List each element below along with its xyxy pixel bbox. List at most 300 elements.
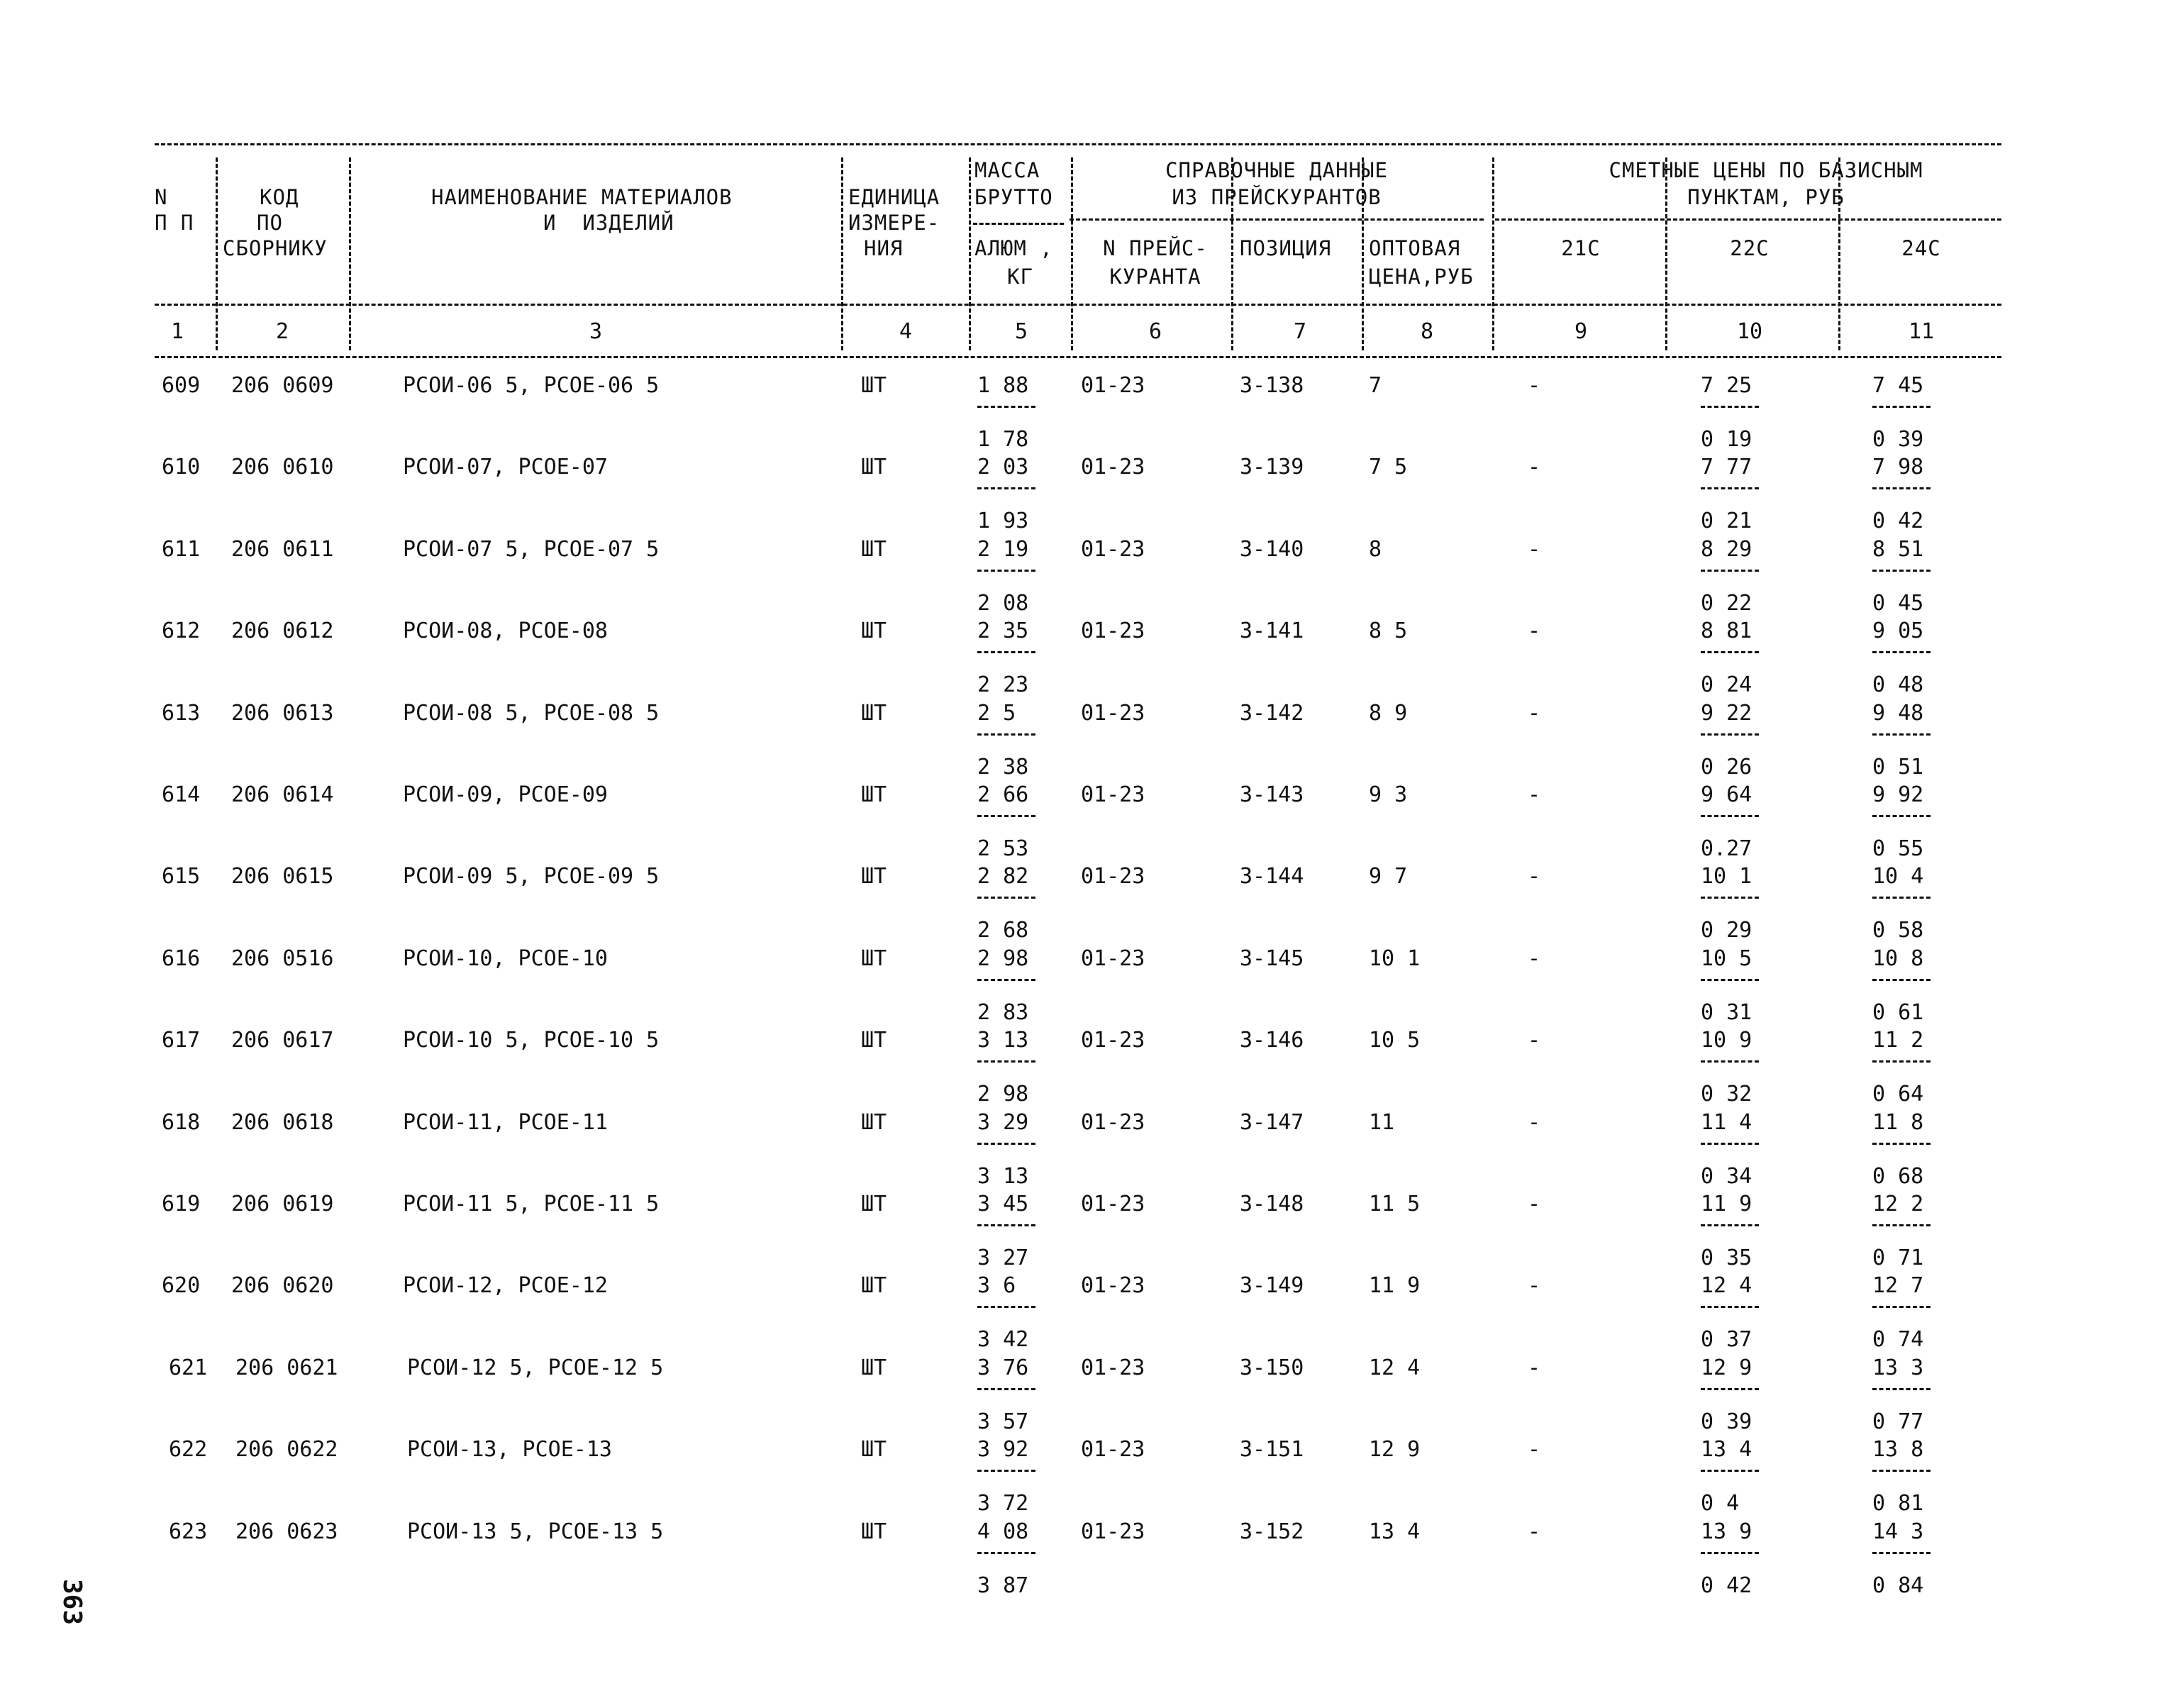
row-position: 3-147 xyxy=(1240,1110,1304,1135)
row-price-22c: 7 25 xyxy=(1701,373,1752,398)
row-price-22c: 12 9 xyxy=(1701,1355,1752,1380)
row-item-name: РСОИ-09, РСОЕ-09 xyxy=(403,782,608,807)
row-mass-total: 3 6 xyxy=(977,1273,1016,1298)
fraction-bar xyxy=(1701,1388,1759,1390)
row-number: 615 xyxy=(162,864,201,889)
row-price-21c: - xyxy=(1528,373,1541,398)
row-price-22c-lower: 0 37 xyxy=(1701,1327,1752,1352)
row-code: 206 0619 xyxy=(231,1192,334,1216)
row-price-22c-lower: 0.27 xyxy=(1701,836,1752,861)
row-wholesale-price: 8 5 xyxy=(1369,619,1408,643)
row-position: 3-149 xyxy=(1240,1273,1304,1298)
row-unit: ШТ xyxy=(861,1273,887,1298)
header-col1-line2: П П xyxy=(155,211,194,235)
row-number: 613 xyxy=(162,701,201,726)
row-position: 3-141 xyxy=(1240,619,1304,643)
column-number: 4 xyxy=(899,319,913,344)
row-price-list: 01-23 xyxy=(1081,701,1145,726)
row-wholesale-price: 9 7 xyxy=(1369,864,1408,889)
fraction-bar xyxy=(1701,487,1759,489)
row-wholesale-price: 7 xyxy=(1369,373,1382,398)
row-price-24c-lower: 0 48 xyxy=(1872,672,1924,697)
header-col3-line2: И ИЗДЕЛИЙ xyxy=(543,211,674,235)
row-price-24c-lower: 0 42 xyxy=(1872,509,1924,533)
header-group-reference-line1: СПРАВОЧНЫЕ ДАННЫЕ xyxy=(1165,158,1388,182)
fraction-bar xyxy=(977,897,1035,899)
row-mass-aluminium: 3 13 xyxy=(977,1164,1029,1189)
fraction-bar xyxy=(1701,733,1759,736)
row-price-24c: 11 2 xyxy=(1872,1028,1924,1053)
fraction-bar xyxy=(1701,815,1759,817)
row-mass-total: 3 29 xyxy=(977,1110,1029,1135)
header-col4-line3: НИЯ xyxy=(864,236,904,260)
fraction-bar xyxy=(1872,815,1931,817)
row-number: 617 xyxy=(162,1028,201,1053)
row-price-list: 01-23 xyxy=(1081,455,1145,479)
row-price-22c: 12 4 xyxy=(1701,1273,1752,1298)
column-number: 11 xyxy=(1908,319,1935,344)
row-price-list: 01-23 xyxy=(1081,1110,1145,1135)
row-item-name: РСОИ-07, РСОЕ-07 xyxy=(403,455,608,479)
row-code: 206 0609 xyxy=(231,373,334,398)
row-item-name: РСОИ-10, РСОЕ-10 xyxy=(403,946,608,971)
row-price-24c: 10 8 xyxy=(1872,946,1924,971)
row-mass-total: 2 66 xyxy=(977,782,1029,807)
row-mass-aluminium: 2 53 xyxy=(977,836,1029,861)
row-code: 206 0622 xyxy=(235,1437,338,1462)
row-position: 3-144 xyxy=(1240,864,1304,889)
column-divider xyxy=(349,157,351,350)
row-mass-aluminium: 3 42 xyxy=(977,1327,1029,1352)
row-mass-aluminium: 2 68 xyxy=(977,918,1029,943)
column-divider xyxy=(969,157,971,350)
row-price-21c: - xyxy=(1528,1273,1541,1298)
row-price-21c: - xyxy=(1528,864,1541,889)
row-wholesale-price: 11 5 xyxy=(1369,1192,1421,1216)
row-price-22c-lower: 0 21 xyxy=(1701,509,1752,533)
row-price-21c: - xyxy=(1528,1110,1541,1135)
row-price-22c: 9 22 xyxy=(1701,701,1752,726)
header-col2-line2: ПО xyxy=(257,211,283,235)
row-price-24c: 11 8 xyxy=(1872,1110,1924,1135)
row-mass-aluminium: 3 57 xyxy=(977,1409,1029,1434)
fraction-bar xyxy=(977,651,1035,653)
fraction-bar xyxy=(1872,1388,1931,1390)
row-position: 3-146 xyxy=(1240,1028,1304,1053)
row-unit: ШТ xyxy=(861,373,887,398)
rule-line xyxy=(1495,218,2001,221)
row-position: 3-151 xyxy=(1240,1437,1304,1462)
column-divider xyxy=(1838,157,1840,350)
fraction-bar xyxy=(977,1143,1035,1145)
row-wholesale-price: 12 4 xyxy=(1369,1355,1421,1380)
row-price-22c-lower: 0 24 xyxy=(1701,672,1752,697)
fraction-bar xyxy=(1872,1470,1931,1472)
row-price-list: 01-23 xyxy=(1081,537,1145,562)
row-price-21c: - xyxy=(1528,619,1541,643)
row-unit: ШТ xyxy=(861,455,887,479)
row-unit: ШТ xyxy=(861,537,887,562)
row-price-22c: 10 1 xyxy=(1701,864,1752,889)
fraction-bar xyxy=(1701,1552,1759,1554)
row-price-22c: 8 29 xyxy=(1701,537,1752,562)
row-price-24c: 9 48 xyxy=(1872,701,1924,726)
row-mass-aluminium: 3 27 xyxy=(977,1246,1029,1270)
row-wholesale-price: 11 xyxy=(1369,1110,1395,1135)
row-price-list: 01-23 xyxy=(1081,619,1145,643)
fraction-bar xyxy=(1872,979,1931,981)
header-col2-line1: КОД xyxy=(260,185,299,209)
row-price-22c: 13 4 xyxy=(1701,1437,1752,1462)
column-number: 1 xyxy=(170,319,184,344)
row-price-24c: 13 8 xyxy=(1872,1437,1924,1462)
row-price-24c: 13 3 xyxy=(1872,1355,1924,1380)
header-col8-line1: ОПТОВАЯ xyxy=(1369,236,1461,260)
row-mass-total: 2 82 xyxy=(977,864,1029,889)
row-price-24c-lower: 0 81 xyxy=(1872,1491,1924,1516)
column-divider xyxy=(216,157,218,350)
row-price-24c-lower: 0 51 xyxy=(1872,755,1924,780)
row-code: 206 0613 xyxy=(231,701,334,726)
header-col8-line2: ЦЕНА,РУБ xyxy=(1369,265,1474,289)
row-item-name: РСОИ-12 5, РСОЕ-12 5 xyxy=(407,1355,664,1380)
row-number: 609 xyxy=(162,373,201,398)
fraction-bar xyxy=(1872,1060,1931,1063)
row-unit: ШТ xyxy=(861,1192,887,1216)
row-price-21c: - xyxy=(1528,1355,1541,1380)
row-unit: ШТ xyxy=(861,1028,887,1053)
row-unit: ШТ xyxy=(861,782,887,807)
row-position: 3-142 xyxy=(1240,701,1304,726)
fraction-bar xyxy=(1872,733,1931,736)
row-mass-total: 4 08 xyxy=(977,1519,1029,1544)
row-number: 618 xyxy=(162,1110,201,1135)
row-item-name: РСОИ-08 5, РСОЕ-08 5 xyxy=(403,701,660,726)
row-price-22c-lower: 0 32 xyxy=(1701,1082,1752,1107)
row-mass-aluminium: 1 93 xyxy=(977,509,1029,533)
row-price-24c-lower: 0 58 xyxy=(1872,918,1924,943)
row-mass-total: 3 13 xyxy=(977,1028,1029,1053)
column-divider xyxy=(1492,157,1494,350)
row-mass-aluminium: 2 98 xyxy=(977,1082,1029,1107)
column-number: 3 xyxy=(589,319,603,344)
row-price-24c: 9 92 xyxy=(1872,782,1924,807)
column-number: 5 xyxy=(1014,319,1028,344)
row-price-list: 01-23 xyxy=(1081,946,1145,971)
row-price-21c: - xyxy=(1528,782,1541,807)
fraction-bar xyxy=(977,1224,1035,1226)
row-price-21c: - xyxy=(1528,701,1541,726)
row-price-22c-lower: 0 26 xyxy=(1701,755,1752,780)
fraction-bar xyxy=(977,815,1035,817)
row-code: 206 0620 xyxy=(231,1273,334,1298)
fraction-bar xyxy=(1701,1143,1759,1145)
column-number: 8 xyxy=(1420,319,1434,344)
row-mass-total: 2 19 xyxy=(977,537,1029,562)
row-price-22c-lower: 0 29 xyxy=(1701,918,1752,943)
header-col4-line2: ИЗМЕРЕ- xyxy=(848,211,940,235)
row-price-21c: - xyxy=(1528,537,1541,562)
row-price-22c-lower: 0 4 xyxy=(1701,1491,1740,1516)
row-unit: ШТ xyxy=(861,701,887,726)
header-col10: 22С xyxy=(1730,236,1770,260)
fraction-bar xyxy=(1872,1306,1931,1308)
row-mass-aluminium: 2 08 xyxy=(977,591,1029,616)
row-mass-aluminium: 3 72 xyxy=(977,1491,1029,1516)
row-mass-aluminium: 2 83 xyxy=(977,1000,1029,1025)
row-unit: ШТ xyxy=(861,1437,887,1462)
row-price-21c: - xyxy=(1528,1028,1541,1053)
row-code: 206 0612 xyxy=(231,619,334,643)
row-item-name: РСОИ-08, РСОЕ-08 xyxy=(403,619,608,643)
fraction-bar xyxy=(977,1388,1035,1390)
row-code: 206 0610 xyxy=(231,455,334,479)
table-top-rule xyxy=(155,143,2001,145)
fraction-bar xyxy=(1701,1470,1759,1472)
fraction-bar xyxy=(977,733,1035,736)
header-col4-line1: ЕДИНИЦА xyxy=(848,185,940,209)
row-item-name: РСОИ-12, РСОЕ-12 xyxy=(403,1273,608,1298)
row-wholesale-price: 10 5 xyxy=(1369,1028,1421,1053)
row-price-list: 01-23 xyxy=(1081,864,1145,889)
row-mass-total: 1 88 xyxy=(977,373,1029,398)
row-price-22c-lower: 0 22 xyxy=(1701,591,1752,616)
row-price-24c-lower: 0 39 xyxy=(1872,427,1924,452)
row-code: 206 0614 xyxy=(231,782,334,807)
row-price-22c-lower: 0 39 xyxy=(1701,1409,1752,1434)
header-col9: 21С xyxy=(1561,236,1601,260)
fraction-bar xyxy=(977,487,1035,489)
fraction-bar xyxy=(1701,897,1759,899)
column-number: 6 xyxy=(1148,319,1162,344)
row-item-name: РСОИ-13, РСОЕ-13 xyxy=(407,1437,612,1462)
row-number: 623 xyxy=(169,1519,208,1544)
row-price-24c: 12 7 xyxy=(1872,1273,1924,1298)
row-mass-total: 2 98 xyxy=(977,946,1029,971)
header-col3-line1: НАИМЕНОВАНИЕ МАТЕРИАЛОВ xyxy=(431,185,733,209)
row-price-24c-lower: 0 71 xyxy=(1872,1246,1924,1270)
column-divider xyxy=(1071,157,1073,350)
row-price-24c: 7 98 xyxy=(1872,455,1924,479)
row-price-24c-lower: 0 74 xyxy=(1872,1327,1924,1352)
row-number: 621 xyxy=(169,1355,208,1380)
fraction-bar xyxy=(1701,1224,1759,1226)
header-col6-line1: N ПРЕЙС- xyxy=(1103,236,1208,260)
row-number: 612 xyxy=(162,619,201,643)
row-price-22c-lower: 0 42 xyxy=(1701,1573,1752,1598)
fraction-bar xyxy=(977,1060,1035,1063)
header-group-prices-line1: СМЕТНЫЕ ЦЕНЫ ПО БАЗИСНЫМ xyxy=(1609,158,1923,182)
row-price-22c: 8 81 xyxy=(1701,619,1752,643)
column-number: 7 xyxy=(1293,319,1307,344)
row-price-22c: 10 9 xyxy=(1701,1028,1752,1053)
row-price-24c-lower: 0 64 xyxy=(1872,1082,1924,1107)
header-col5-line2: БРУТТО xyxy=(974,185,1053,209)
row-position: 3-148 xyxy=(1240,1192,1304,1216)
row-item-name: РСОИ-09 5, РСОЕ-09 5 xyxy=(403,864,660,889)
row-wholesale-price: 11 9 xyxy=(1369,1273,1421,1298)
row-item-name: РСОИ-13 5, РСОЕ-13 5 xyxy=(407,1519,664,1544)
fraction-bar xyxy=(1872,1552,1931,1554)
row-price-24c: 12 2 xyxy=(1872,1192,1924,1216)
column-divider xyxy=(1665,157,1667,350)
fraction-bar xyxy=(1701,1306,1759,1308)
row-price-list: 01-23 xyxy=(1081,1273,1145,1298)
fraction-bar xyxy=(1701,1060,1759,1063)
rule-line xyxy=(1070,218,1484,221)
header-bottom-rule xyxy=(155,304,2001,306)
header-col5-line4: КГ xyxy=(1007,265,1033,289)
row-mass-total: 3 92 xyxy=(977,1437,1029,1462)
fraction-bar xyxy=(1701,979,1759,981)
row-wholesale-price: 7 5 xyxy=(1369,455,1408,479)
row-wholesale-price: 13 4 xyxy=(1369,1519,1421,1544)
row-price-24c-lower: 0 77 xyxy=(1872,1409,1924,1434)
rule-line xyxy=(973,223,1064,225)
row-item-name: РСОИ-07 5, РСОЕ-07 5 xyxy=(403,537,660,562)
row-wholesale-price: 9 3 xyxy=(1369,782,1408,807)
row-mass-total: 3 76 xyxy=(977,1355,1029,1380)
fraction-bar xyxy=(1872,651,1931,653)
row-mass-total: 2 03 xyxy=(977,455,1029,479)
column-number: 9 xyxy=(1574,319,1588,344)
row-price-22c-lower: 0 34 xyxy=(1701,1164,1752,1189)
row-number: 622 xyxy=(169,1437,208,1462)
fraction-bar xyxy=(1701,570,1759,572)
row-number: 620 xyxy=(162,1273,201,1298)
row-price-24c-lower: 0 45 xyxy=(1872,591,1924,616)
row-position: 3-140 xyxy=(1240,537,1304,562)
row-price-24c-lower: 0 61 xyxy=(1872,1000,1924,1025)
fraction-bar xyxy=(977,979,1035,981)
row-price-24c: 14 3 xyxy=(1872,1519,1924,1544)
row-price-22c-lower: 0 31 xyxy=(1701,1000,1752,1025)
row-price-22c: 10 5 xyxy=(1701,946,1752,971)
row-position: 3-138 xyxy=(1240,373,1304,398)
row-mass-aluminium: 2 23 xyxy=(977,672,1029,697)
column-divider xyxy=(1231,157,1233,350)
row-position: 3-152 xyxy=(1240,1519,1304,1544)
row-price-24c: 7 45 xyxy=(1872,373,1924,398)
header-col2-line3: СБОРНИКУ xyxy=(223,236,328,260)
row-code: 206 0611 xyxy=(231,537,334,562)
row-position: 3-150 xyxy=(1240,1355,1304,1380)
header-group-prices-line2: ПУНКТАМ, РУБ xyxy=(1687,185,1845,209)
row-price-list: 01-23 xyxy=(1081,1192,1145,1216)
row-position: 3-143 xyxy=(1240,782,1304,807)
column-number-rule xyxy=(155,356,2001,358)
fraction-bar xyxy=(1872,1224,1931,1226)
column-number: 10 xyxy=(1736,319,1763,344)
header-col6-line2: КУРАНТА xyxy=(1109,265,1201,289)
fraction-bar xyxy=(977,1470,1035,1472)
fraction-bar xyxy=(1872,487,1931,489)
row-price-22c: 7 77 xyxy=(1701,455,1752,479)
row-price-22c: 11 9 xyxy=(1701,1192,1752,1216)
fraction-bar xyxy=(1872,1143,1931,1145)
row-price-22c: 11 4 xyxy=(1701,1110,1752,1135)
fraction-bar xyxy=(1701,651,1759,653)
row-item-name: РСОИ-10 5, РСОЕ-10 5 xyxy=(403,1028,660,1053)
fraction-bar xyxy=(1872,406,1931,408)
row-item-name: РСОИ-11 5, РСОЕ-11 5 xyxy=(403,1192,660,1216)
row-number: 611 xyxy=(162,537,201,562)
row-wholesale-price: 8 xyxy=(1369,537,1382,562)
row-code: 206 0621 xyxy=(235,1355,338,1380)
row-code: 206 0615 xyxy=(231,864,334,889)
row-price-21c: - xyxy=(1528,1519,1541,1544)
column-divider xyxy=(841,157,843,350)
row-price-22c-lower: 0 35 xyxy=(1701,1246,1752,1270)
row-price-21c: - xyxy=(1528,455,1541,479)
header-group-reference-line2: ИЗ ПРЕЙСКУРАНТОВ xyxy=(1172,185,1382,209)
header-col5-line1: МАССА xyxy=(974,158,1040,182)
row-number: 614 xyxy=(162,782,201,807)
row-wholesale-price: 12 9 xyxy=(1369,1437,1421,1462)
row-mass-aluminium: 3 87 xyxy=(977,1573,1029,1598)
row-mass-total: 2 5 xyxy=(977,701,1016,726)
row-mass-aluminium: 1 78 xyxy=(977,427,1029,452)
fraction-bar xyxy=(977,1306,1035,1308)
page-number: 363 xyxy=(57,1579,87,1626)
row-price-21c: - xyxy=(1528,946,1541,971)
row-unit: ШТ xyxy=(861,1519,887,1544)
column-number: 2 xyxy=(275,319,289,344)
header-col5-line3: АЛЮМ , xyxy=(974,236,1053,260)
row-price-24c: 8 51 xyxy=(1872,537,1924,562)
row-number: 619 xyxy=(162,1192,201,1216)
row-wholesale-price: 8 9 xyxy=(1369,701,1408,726)
row-price-22c-lower: 0 19 xyxy=(1701,427,1752,452)
fraction-bar xyxy=(1872,897,1931,899)
fraction-bar xyxy=(1701,406,1759,408)
row-price-list: 01-23 xyxy=(1081,782,1145,807)
row-price-list: 01-23 xyxy=(1081,373,1145,398)
column-divider xyxy=(1362,157,1364,350)
row-price-24c: 9 05 xyxy=(1872,619,1924,643)
row-code: 206 0516 xyxy=(231,946,334,971)
row-mass-total: 2 35 xyxy=(977,619,1029,643)
row-unit: ШТ xyxy=(861,1110,887,1135)
row-number: 610 xyxy=(162,455,201,479)
row-price-list: 01-23 xyxy=(1081,1437,1145,1462)
row-code: 206 0623 xyxy=(235,1519,338,1544)
row-mass-total: 3 45 xyxy=(977,1192,1029,1216)
row-mass-aluminium: 2 38 xyxy=(977,755,1029,780)
row-price-22c: 13 9 xyxy=(1701,1519,1752,1544)
fraction-bar xyxy=(977,1552,1035,1554)
row-unit: ШТ xyxy=(861,619,887,643)
row-price-24c-lower: 0 84 xyxy=(1872,1573,1924,1598)
row-code: 206 0617 xyxy=(231,1028,334,1053)
fraction-bar xyxy=(1872,570,1931,572)
header-col7: ПОЗИЦИЯ xyxy=(1240,236,1332,260)
row-price-list: 01-23 xyxy=(1081,1355,1145,1380)
row-code: 206 0618 xyxy=(231,1110,334,1135)
header-col11: 24С xyxy=(1901,236,1941,260)
header-col1-line1: N xyxy=(155,185,168,209)
row-price-24c-lower: 0 55 xyxy=(1872,836,1924,861)
row-price-list: 01-23 xyxy=(1081,1028,1145,1053)
row-number: 616 xyxy=(162,946,201,971)
row-price-24c-lower: 0 68 xyxy=(1872,1164,1924,1189)
row-price-21c: - xyxy=(1528,1192,1541,1216)
row-unit: ШТ xyxy=(861,1355,887,1380)
row-position: 3-145 xyxy=(1240,946,1304,971)
row-item-name: РСОИ-06 5, РСОЕ-06 5 xyxy=(403,373,660,398)
row-unit: ШТ xyxy=(861,946,887,971)
row-item-name: РСОИ-11, РСОЕ-11 xyxy=(403,1110,608,1135)
